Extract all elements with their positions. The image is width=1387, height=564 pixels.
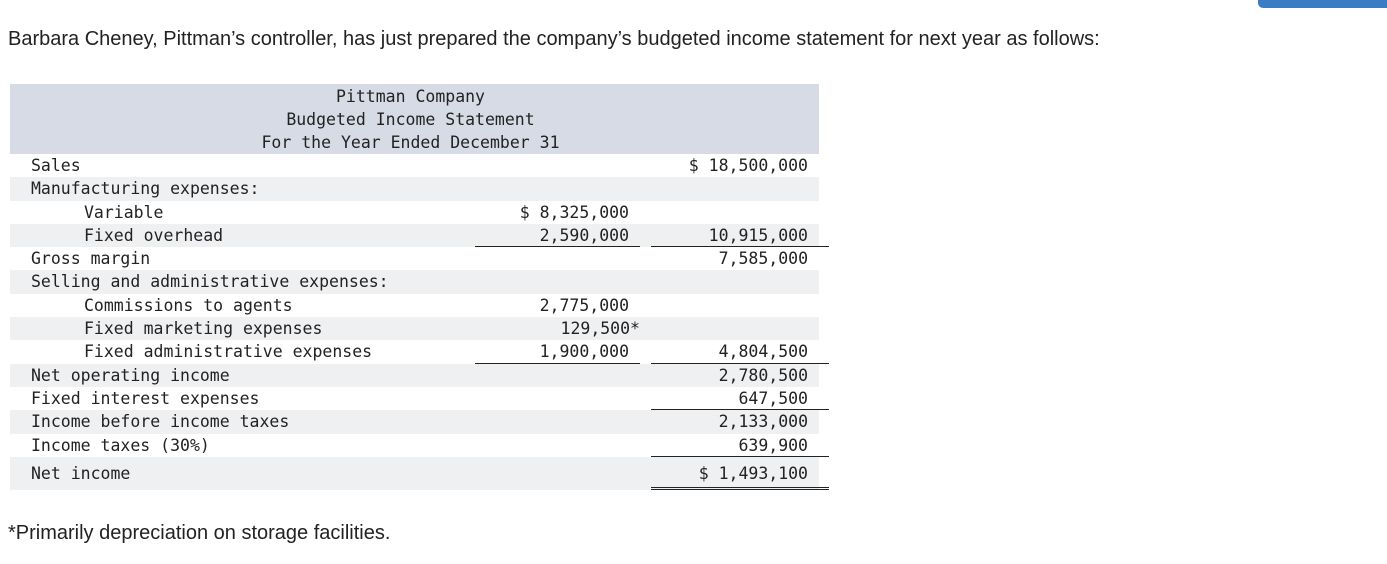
statement-header [10, 84, 819, 154]
label-net-income: Net income [31, 463, 131, 483]
row-fixed-admin [10, 340, 819, 363]
amount-fixed-overhead: 2,590,000 [475, 224, 640, 247]
total-sales: $ 18,500,000 [688, 156, 808, 175]
corner-tab[interactable] [1258, 0, 1387, 8]
amount-variable: $ 8,325,000 [519, 202, 629, 222]
label-sales: Sales [31, 156, 81, 175]
label-net-operating-income: Net operating income [31, 365, 230, 385]
row-net-income [10, 457, 819, 490]
footnote: *Primarily depreciation on storage facilities. [8, 522, 391, 544]
amount-fixed-marketing: 129,500* [560, 319, 640, 339]
label-fixed-overhead: Fixed overhead [84, 225, 224, 245]
label-fixed-interest: Fixed interest expenses [31, 388, 260, 408]
statement-title: Budgeted Income Statement [286, 110, 535, 129]
income-statement [10, 84, 819, 490]
amount-commissions: 2,775,000 [539, 295, 629, 315]
label-gross-margin: Gross margin [31, 249, 151, 269]
row-fixed-overhead [10, 224, 819, 247]
label-sga: Selling and administrative expenses: [31, 272, 389, 292]
row-manufacturing-header [10, 177, 819, 200]
row-income-taxes [10, 434, 819, 457]
total-manufacturing: 10,915,000 [651, 224, 829, 247]
row-fixed-marketing [10, 317, 819, 340]
label-fixed-admin: Fixed administrative expenses [84, 342, 373, 362]
company-name: Pittman Company [335, 87, 485, 106]
total-net-operating-income: 2,780,500 [718, 365, 808, 385]
row-income-before-taxes [10, 410, 819, 433]
row-net-operating-income [10, 364, 819, 387]
total-fixed-interest: 647,500 [651, 387, 829, 410]
total-sga: 4,804,500 [651, 340, 829, 363]
label-manufacturing: Manufacturing expenses: [31, 179, 260, 199]
label-fixed-marketing: Fixed marketing expenses [84, 319, 323, 339]
intro-text: Barbara Cheney, Pittman’s controller, has just prepared the company’s budgeted income statement for next year as follows: [8, 28, 1100, 50]
amount-fixed-admin: 1,900,000 [475, 340, 640, 363]
statement-period: For the Year Ended December 31 [261, 133, 560, 152]
row-sales [10, 154, 819, 177]
row-sga-header [10, 270, 819, 293]
row-gross-margin [10, 247, 819, 270]
label-income-taxes: Income taxes (30%) [31, 435, 210, 455]
row-fixed-interest [10, 387, 819, 410]
label-variable: Variable [84, 202, 164, 222]
total-income-before-taxes: 2,133,000 [718, 412, 808, 432]
total-net-income: $ 1,493,100 [651, 457, 829, 490]
total-income-taxes: 639,900 [651, 434, 829, 457]
row-variable [10, 201, 819, 224]
label-commissions: Commissions to agents [84, 295, 293, 315]
total-gross-margin: 7,585,000 [718, 249, 808, 269]
label-income-before-taxes: Income before income taxes [31, 412, 290, 432]
row-commissions [10, 294, 819, 317]
